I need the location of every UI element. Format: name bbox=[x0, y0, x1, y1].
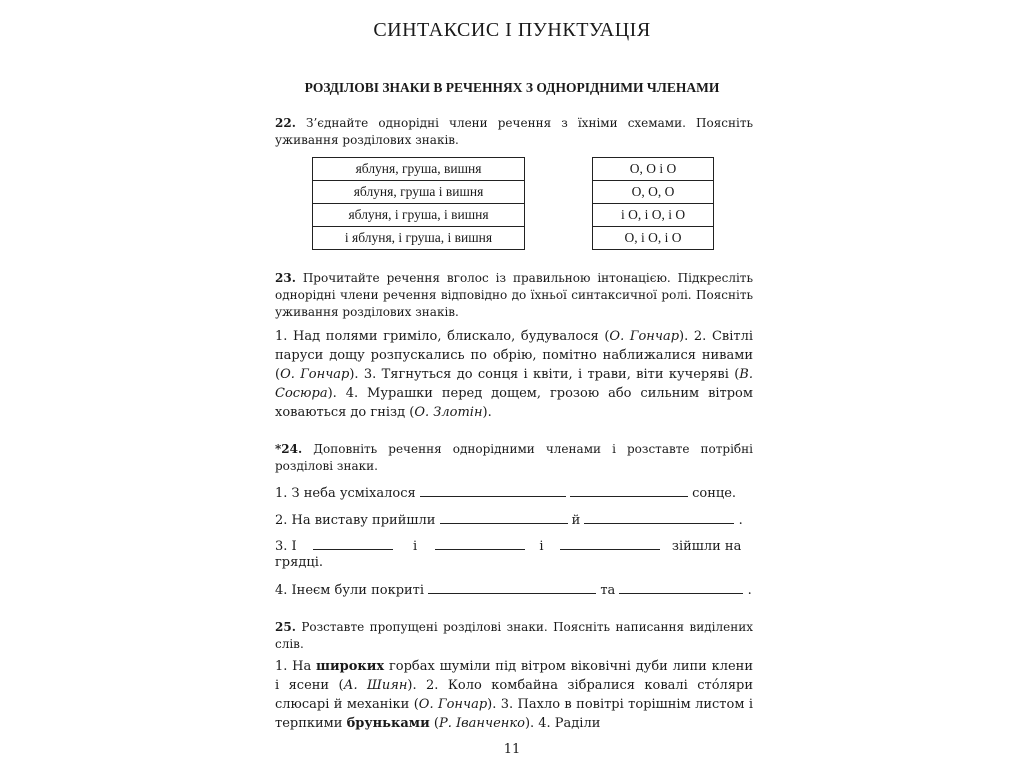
fill-sentence-1 bbox=[275, 482, 753, 502]
exercise-23-text: Прочитайте речення вголос із правильною інтонацією. Підкресліть однорідні члени речення відповідно до їхньої синтаксичної ролі. Поясніть уживання розділових знаків. bbox=[275, 271, 753, 319]
sentence-text: й bbox=[571, 513, 581, 528]
page-number: 11 bbox=[503, 742, 521, 757]
author-name: Р. Іванченко bbox=[438, 716, 525, 731]
sentence-text: сонце. bbox=[692, 486, 737, 501]
exercise-22-text: З’єднайте однорідні члени речення з їхніми схемами. Поясніть уживання розділових знаків. bbox=[275, 116, 753, 147]
answer-blank[interactable] bbox=[440, 509, 568, 524]
exercise-24-instruction bbox=[275, 441, 753, 475]
page-header: СИНТАКСИС І ПУНКТУАЦІЯ bbox=[373, 19, 651, 41]
exercise-22-instruction bbox=[275, 115, 753, 149]
answer-blank[interactable] bbox=[584, 509, 734, 524]
sentence-text: та bbox=[600, 583, 616, 598]
highlighted-word: бруньками bbox=[346, 716, 430, 731]
scheme-cell: О, О, О bbox=[593, 181, 714, 204]
fill-sentence-4 bbox=[275, 579, 753, 599]
exercise-24-number: *24. bbox=[275, 442, 303, 456]
author-name: О. Гончар bbox=[609, 329, 680, 344]
sentence-text: 2. На виставу прийшли bbox=[275, 513, 436, 528]
exercise-22-number: 22. bbox=[275, 116, 296, 130]
words-cell: і яблуня, і груша, і вишня bbox=[313, 227, 525, 250]
sentence-text: ). 2. Коло комбайна зібралися ковалі стóляри слюсарі й механіки ( bbox=[275, 678, 753, 712]
sentence-text: горбах шуміли під вітром віковічні дуби липи клени і ясени ( bbox=[275, 659, 753, 693]
fill-sentence-3-cont bbox=[275, 553, 753, 573]
exercise-23-body bbox=[275, 327, 753, 422]
scheme-cell: О, і О, і О bbox=[593, 227, 714, 250]
scheme-cell: О, О і О bbox=[593, 158, 714, 181]
sentence-text: 1. Над полями гриміло, блискало, будувалося ( bbox=[275, 329, 610, 344]
answer-blank[interactable] bbox=[560, 535, 660, 550]
exercise-25-body bbox=[275, 657, 753, 733]
highlighted-word: широких bbox=[316, 659, 385, 674]
exercise-25-number: 25. bbox=[275, 620, 296, 634]
author-name: В. Сосюра bbox=[275, 367, 753, 401]
sentence-text: і bbox=[412, 539, 418, 554]
sentence-text: ). 4. Раділи bbox=[524, 716, 601, 731]
answer-blank[interactable] bbox=[420, 482, 566, 497]
exercise-25-text: Розставте пропущені розділові знаки. Поясніть написання виділених слів. bbox=[275, 620, 753, 651]
exercise-23-number: 23. bbox=[275, 271, 296, 285]
section-title: РОЗДІЛОВІ ЗНАКИ В РЕЧЕННЯХ З ОДНОРІДНИМИ ЧЛЕНАМИ bbox=[304, 80, 720, 95]
sentence-text: і bbox=[539, 539, 544, 554]
sentence-text: ). 2. Світлі паруси дощу розпускались по обрію, помітно наближалися нивами ( bbox=[275, 329, 753, 382]
sentence-text: зійшли на bbox=[671, 539, 742, 554]
sentence-text: ). bbox=[482, 405, 492, 420]
sentence-text: ( bbox=[429, 716, 439, 731]
answer-blank[interactable] bbox=[428, 579, 596, 594]
sentence-text: 3. І bbox=[275, 539, 297, 554]
answer-blank[interactable] bbox=[619, 579, 743, 594]
words-cell: яблуня, і груша, і вишня bbox=[313, 204, 525, 227]
fill-sentence-3 bbox=[275, 535, 753, 555]
exercise-23-instruction bbox=[275, 270, 753, 321]
sentence-text: ). 3. Пахло в повітрі торішнім листом і терпкими bbox=[275, 697, 753, 731]
schemes-table bbox=[592, 157, 714, 250]
words-cell: яблуня, груша і вишня bbox=[313, 181, 525, 204]
sentence-text: . bbox=[738, 513, 743, 528]
sentence-text: ). 4. Мурашки перед дощем, грозою або сильним вітром ховаються до гнізд ( bbox=[275, 386, 753, 420]
sentence-text: . bbox=[747, 583, 752, 598]
words-cell: яблуня, груша, вишня bbox=[313, 158, 525, 181]
scheme-cell: і О, і О, і О bbox=[593, 204, 714, 227]
sentence-text: 1. На bbox=[275, 659, 317, 674]
sentence-text: 1. З неба усміхалося bbox=[275, 486, 416, 501]
answer-blank[interactable] bbox=[313, 535, 393, 550]
fill-sentence-2 bbox=[275, 509, 753, 529]
answer-blank[interactable] bbox=[570, 482, 688, 497]
exercise-25-instruction bbox=[275, 619, 753, 653]
sentence-text: ). 3. Тягнуться до сонця і квіти, і трави, віти кучеряві ( bbox=[349, 367, 740, 382]
author-name: О. Гончар bbox=[418, 697, 488, 712]
sentence-text: 4. Інеєм були покриті bbox=[275, 583, 425, 598]
sentence-text: грядці. bbox=[275, 555, 323, 570]
answer-blank[interactable] bbox=[435, 535, 525, 550]
author-name: О. Гончар bbox=[280, 367, 350, 382]
exercise-24-text: Доповніть речення однорідними членами і розставте потрібні розділові знаки. bbox=[275, 442, 753, 473]
author-name: О. Злотін bbox=[414, 405, 483, 420]
words-table bbox=[312, 157, 525, 250]
author-name: А. Шиян bbox=[343, 678, 408, 693]
